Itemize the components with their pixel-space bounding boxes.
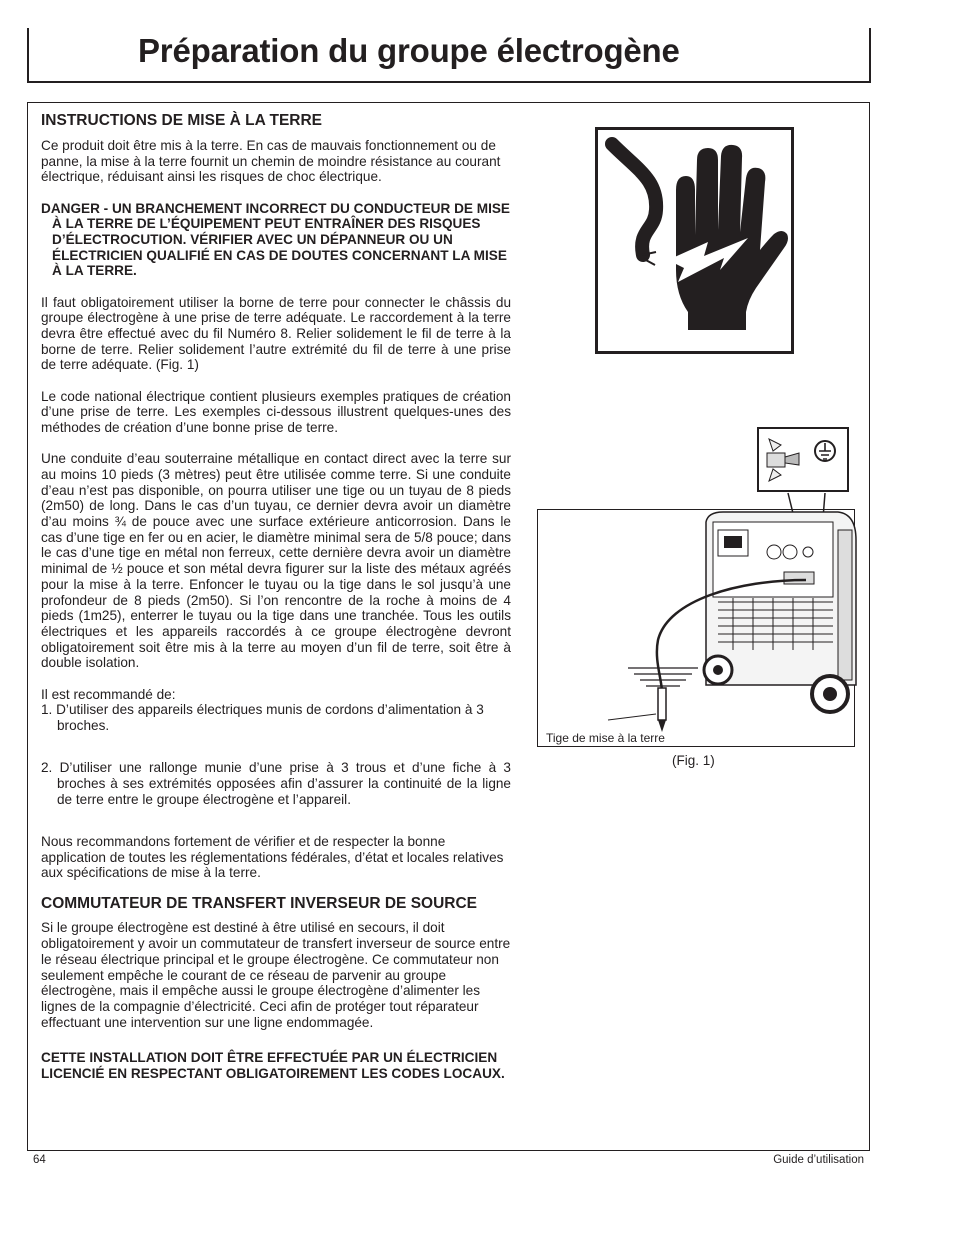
paragraph: Une conduite d’eau souterraine métallique en contact direct avec la terre sur au moins 10 pieds (3 mètres) peut être utilisée comme terre. Si une conduite d’eau n’est pas disponible, on pourra utiliser une tige ou un tuyau de 8 pieds (2m50) de long. Dans le cas d’un tuyau, ce dernier devra avoir un diamètre d’au moins ¾ de pouce avec une surface extérieure anticorrosion. Dans le cas d’une tige en fer ou en acier, le diamètre minimal sera de 5/8 pouce; dans le cas d’une tige en métal non ferreux, cette dernière devra avoir un diamètre minimal de ½ pouce et son métal devra figurer sur la liste des métaux agréés pour la mise à la terre. Enfoncer le tuyau ou la tige dans le sol jusqu’à une profondeur de 8 pieds (2m50). Si l’on rencontre de la roche à moins de 4 pieds (1m25), enterrer le tuyau ou la tige dans une tranchée. Tous les outils électriques et les appareils raccordés à ce groupe électrogène devront obligatoirement soit être mis à la terre au moyen d’un fil de terre, soit être à double isolation.	[41, 451, 511, 671]
figure-generator-grounding	[537, 509, 855, 747]
danger-notice: DANGER - UN BRANCHEMENT INCORRECT DU CONDUCTEUR DE MISE À LA TERRE DE L’ÉQUIPEMENT PEUT ENTRAÎNER DES RISQUES D’ÉLECTROCUTION. VÉRIFIER AVEC UN DÉPANNEUR OU UN ÉLECTRICIEN QUALIFIÉ EN CAS DE DOUTES CONCERNANT LA MISE À LA TERRE.	[41, 200, 510, 279]
ground-rod-icon	[658, 688, 666, 732]
paragraph: Le code national électrique contient plusieurs exemples pratiques de création d’une prise de terre. Les exemples ci-dessous illustrent quelques-unes des méthodes de création d’une bonne prise de terre.	[41, 388, 511, 436]
figure-label: (Fig. 1)	[672, 753, 715, 768]
footer-guide: Guide d’utilisation	[773, 1154, 864, 1166]
page-title: Préparation du groupe électrogène	[138, 32, 680, 69]
list-item: 1. D’utiliser des appareils électriques munis de cordons d’alimentation à 3 broches.	[41, 702, 484, 733]
electric-shock-hazard-icon	[595, 127, 794, 354]
wing-nut-icon	[767, 439, 799, 481]
section-heading-transfer-switch: COMMUTATEUR DE TRANSFERT INVERSEUR DE SOURCE	[41, 895, 478, 913]
ground-terminal-callout	[757, 427, 849, 492]
paragraph: Nous recommandons fortement de vérifier et de respecter la bonne application de toutes les réglementations fédérales, d’état et locales relatives aux spécifications de mise à la terre.	[41, 833, 504, 881]
list-item: 2. D’utiliser une rallonge munie d’une prise à 3 trous et d’une fiche à 3 broches à ses extrémités opposées afin d’assurer la continuité de la ligne de terre entre le groupe électrogène et l’appareil.	[41, 760, 511, 807]
list-intro: Il est recommandé de:	[41, 686, 176, 702]
paragraph: Si le groupe électrogène est destiné à être utilisé en secours, il doit obligatoirement y avoir un commutateur de transfert inverseur de source entre le réseau électrique principal et le groupe électrogène. Ce commutateur non seulement empêche le courant de ce réseau de parvenir au groupe électrogène, mais il empêche aussi le groupe électrogène d’alimenter les lignes de la compagnie d’électricité. Ceci afin de protéger tout réparateur effectuant une intervention sur une ligne endommagée.	[41, 920, 511, 1030]
text-column	[41, 113, 511, 1097]
figure-caption: Tige de mise à la terre	[546, 731, 665, 745]
ground-terminal-icon	[815, 441, 835, 461]
paragraph: Il faut obligatoirement utiliser la borne de terre pour connecter le châssis du groupe électrogène à une prise de terre adéquate. Le raccordement à la terre devra être effectué avec du fil Numéro 8. Relier solidement le fil de terre à la borne de terre. Relier solidement l’autre extrémité du fil de terre à une prise de terre adéquate. (Fig. 1)	[41, 294, 511, 373]
page-number: 64	[33, 1154, 46, 1166]
paragraph: Ce produit doit être mis à la terre. En cas de mauvais fonctionnement ou de panne, la mise à la terre fournit un chemin de moindre résistance au courant électrique, réduisant ainsi les risques de choc électrique.	[41, 138, 501, 185]
warning-notice: CETTE INSTALLATION DOIT ÊTRE EFFECTUÉE PAR UN ÉLECTRICIEN LICENCIÉ EN RESPECTANT OBLIGATOIREMENT LES CODES LOCAUX.	[41, 1050, 505, 1082]
section-heading-grounding: INSTRUCTIONS DE MISE À LA TERRE	[41, 112, 323, 129]
